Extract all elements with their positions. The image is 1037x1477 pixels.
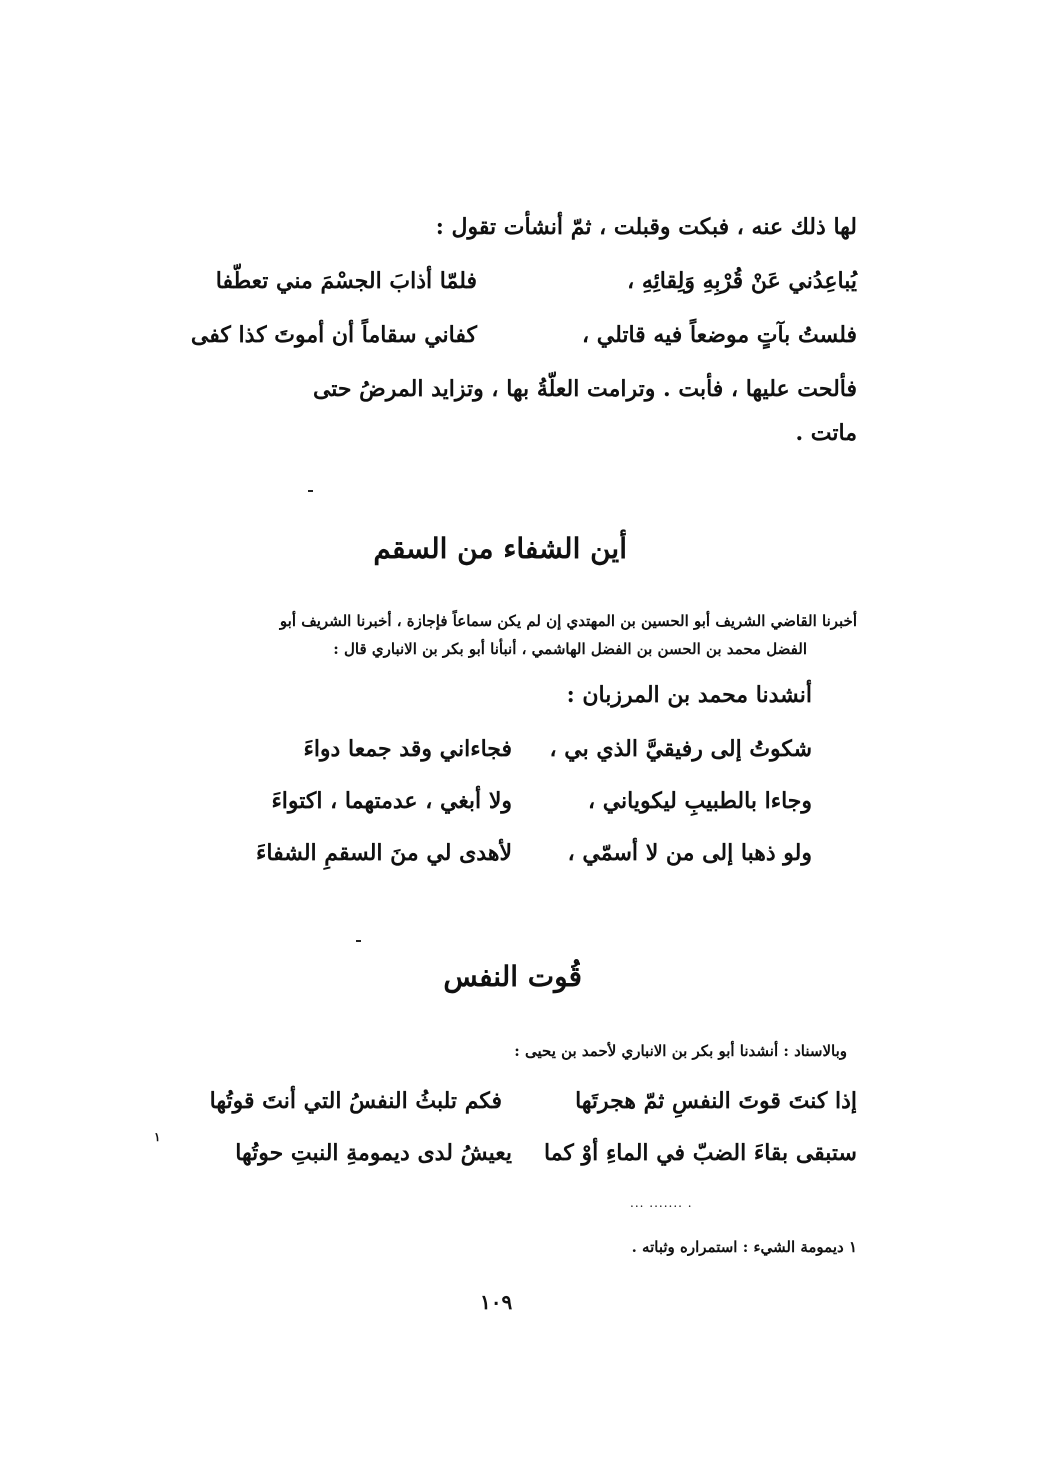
separator-mark bbox=[356, 940, 361, 942]
ellipsis-dots: ... ....... . bbox=[630, 1196, 693, 1210]
section1-verse1-left: فلمّا أذابَ الجسْمَ مني تعطّفا bbox=[215, 268, 477, 294]
section2-verse2-left: ولا أبغي ، عدمتهما ، اكتواءَ bbox=[271, 788, 512, 814]
section2-title: أين الشفاء من السقم bbox=[373, 532, 627, 565]
section3-title: قُوت النفس bbox=[443, 960, 582, 993]
section2-verse3-left: لأهدى لي منَ السقمِ الشفاءَ bbox=[256, 840, 512, 866]
separator-mark bbox=[308, 490, 313, 492]
section3-verse1-right: إذا كنتَ قوتَ النفسِ ثمّ هجرتَها bbox=[575, 1088, 857, 1114]
section1-verse2-right: فلستُ بآتٍ موضعاً فيه قاتلي ، bbox=[581, 322, 857, 348]
footnote: ١ ديمومة الشيء : استمراره وثباته . bbox=[631, 1238, 857, 1256]
section2-intro: أنشدنا محمد بن المرزبان : bbox=[566, 682, 812, 708]
section3-verse2-left: يعيشُ لدى ديمومةِ النبتِ حوتُها bbox=[235, 1140, 512, 1166]
section2-verse1-left: فجاءاني وقد جمعا دواءَ bbox=[303, 736, 512, 762]
section1-after-line2: ماتت . bbox=[795, 420, 857, 446]
section3-verse2-right: ستبقى بقاءَ الضبّ في الماءِ أوْ كما bbox=[544, 1140, 857, 1166]
section1-intro: لها ذلك عنه ، فبكت وقبلت ، ثمّ أنشأت تقول : bbox=[435, 214, 857, 240]
section2-verse3-right: ولو ذهبا إلى من لا أسمّي ، bbox=[567, 840, 812, 866]
section2-isnad-line2: الفضل محمد بن الحسن بن الفضل الهاشمي ، أنبأنا أبو بكر بن الانباري قال : bbox=[333, 640, 807, 658]
section2-verse1-right: شكوتُ إلى رفيقيَّ الذي بي ، bbox=[549, 736, 812, 762]
page-number: ١٠٩ bbox=[480, 1290, 513, 1314]
section2-isnad-line1: أخبرنا القاضي الشريف أبو الحسين بن المهتدي إن لم يكن سماعاً فإجازة ، أخبرنا الشريف أبو bbox=[279, 612, 857, 630]
section1-verse2-left: كفاني سقاماً أن أموتَ كذا كفى bbox=[190, 322, 477, 348]
section1-verse1-right: يُباعِدُني عَنْ قُرْبِهِ وَلِقائِهِ ، bbox=[627, 268, 857, 294]
section1-after-line1: فألحت عليها ، فأبت . وترامت العلّةُ بها ، وتزايد المرضُ حتى bbox=[312, 376, 857, 402]
section2-verse2-right: وجاءا بالطبيبِ ليكوياني ، bbox=[587, 788, 812, 814]
section3-isnad: وبالاسناد : أنشدنا أبو بكر بن الانباري لأحمد بن يحيى : bbox=[514, 1042, 847, 1060]
section3-verse1-left: فكم تلبثُ النفسُ التي أنتَ قوتُها bbox=[209, 1088, 502, 1114]
footnote-marker: ١ bbox=[154, 1130, 161, 1144]
